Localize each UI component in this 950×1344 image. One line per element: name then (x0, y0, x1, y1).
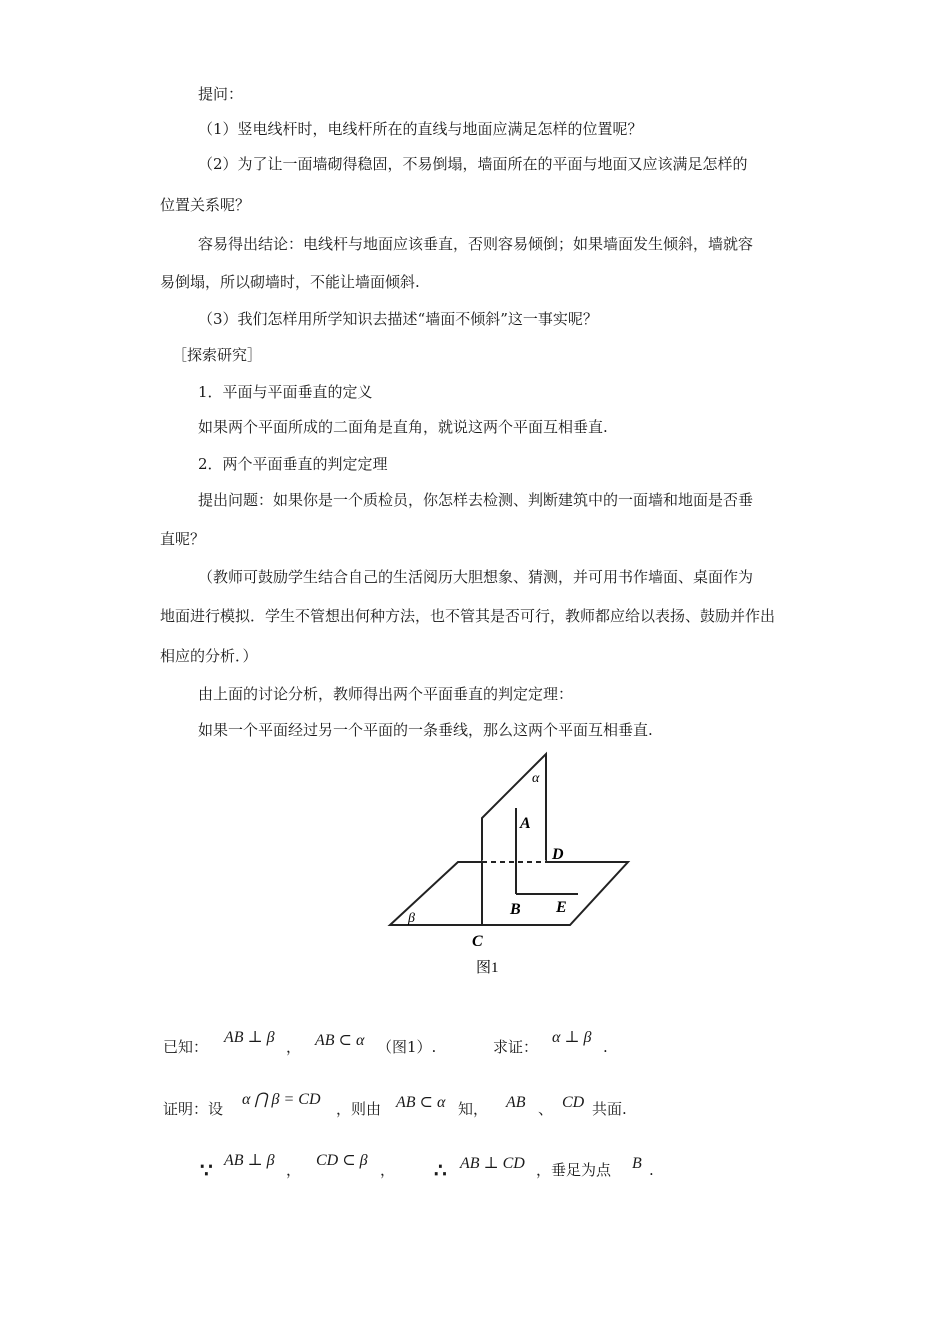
section-2-title: 2．两个平面垂直的判定定理 (198, 455, 388, 473)
question-3: （3）我们怎样用所学知识去描述“墙面不倾斜”这一事实呢？ (198, 310, 598, 328)
given-comma: ， (286, 1038, 302, 1056)
label-beta: β (408, 911, 415, 926)
label-c: C (472, 933, 483, 950)
section-1-title: 1．平面与平面垂直的定义 (198, 383, 373, 401)
foot-point: B (632, 1155, 642, 1172)
given-ab-subset-alpha: AB ⊂ α (315, 1032, 365, 1049)
therefore-symbol: ∴ (434, 1158, 447, 1182)
section-1-definition: 如果两个平面所成的二面角是直角，就说这两个平面互相垂直. (198, 418, 608, 436)
prove-alpha-perp-beta: α ⊥ β (552, 1029, 592, 1046)
figure-reference: （图1）. (377, 1038, 437, 1056)
because-comma: ， (286, 1161, 302, 1179)
given-ab-perp-beta: AB ⊥ β (224, 1029, 275, 1046)
prove-period: . (603, 1038, 608, 1056)
conclusion-line-1: 容易得出结论：电线杆与地面应该垂直，否则容易倾倒；如果墙面发生倾斜，墙就容 (198, 235, 754, 253)
theorem-line: 如果一个平面经过另一个平面的一条垂线，那么这两个平面互相垂直. (198, 721, 653, 739)
proof-ab-subset-alpha: AB ⊂ α (396, 1094, 446, 1111)
label-alpha: α (532, 771, 540, 786)
enumeration-comma: 、 (538, 1100, 554, 1118)
question-1: （1）竖电线杆时，电线杆所在的直线与地面应满足怎样的位置呢？ (198, 120, 643, 138)
conclusion-line-2: 易倒塌，所以砌墙时，不能让墙面倾斜. (160, 273, 420, 291)
teacher-note-line-1: （教师可鼓励学生结合自己的生活阅历大胆想象、猜测，并可用书作墙面、桌面作为 (198, 568, 754, 586)
proof-intersection: α ⋂ β = CD (242, 1091, 321, 1108)
because-ab-perp-beta: AB ⊥ β (224, 1152, 275, 1169)
question-2-line-2: 位置关系呢？ (160, 196, 251, 214)
question-ask-line-2: 直呢？ (160, 530, 206, 548)
proof-then-from: ，则由 (336, 1100, 382, 1118)
question-2-line-1: （2）为了让一面墙砌得稳固，不易倒塌，墙面所在的平面与地面又应该满足怎样的 (198, 155, 748, 173)
segment-ab: AB (506, 1094, 526, 1111)
coplanar-text: 共面. (592, 1100, 627, 1118)
derive-line: 由上面的讨论分析，教师得出两个平面垂直的判定定理： (198, 685, 574, 703)
question-header: 提问： (198, 85, 244, 103)
label-b: B (510, 901, 521, 918)
segment-cd: CD (562, 1094, 585, 1111)
prove-label: 求证： (493, 1038, 539, 1056)
perpendicular-planes-figure (380, 748, 640, 988)
label-d: D (552, 846, 564, 863)
because-comma-2: ， (380, 1161, 396, 1179)
therefore-ab-perp-cd: AB ⊥ CD (460, 1155, 525, 1172)
label-a: A (520, 815, 531, 832)
proof-know: 知， (458, 1100, 489, 1118)
because-symbol: ∵ (200, 1158, 213, 1182)
given-label: 已知： (163, 1038, 209, 1056)
explore-heading: ［探索研究］ (172, 346, 263, 364)
end-period: . (649, 1161, 654, 1179)
teacher-note-line-3: 相应的分析．） (160, 647, 258, 665)
because-cd-subset-beta: CD ⊂ β (316, 1152, 368, 1169)
teacher-note-line-2: 地面进行模拟．学生不管想出何种方法，也不管其是否可行，教师都应给以表扬、鼓励并作出 (160, 607, 776, 625)
foot-text: ，垂足为点 (536, 1161, 612, 1179)
figure-caption: 图1 (476, 960, 499, 976)
proof-label: 证明：设 (163, 1100, 224, 1118)
question-ask-line-1: 提出问题：如果你是一个质检员，你怎样去检测、判断建筑中的一面墙和地面是否垂 (198, 491, 754, 509)
label-e: E (556, 899, 567, 916)
plane-beta (390, 862, 628, 925)
